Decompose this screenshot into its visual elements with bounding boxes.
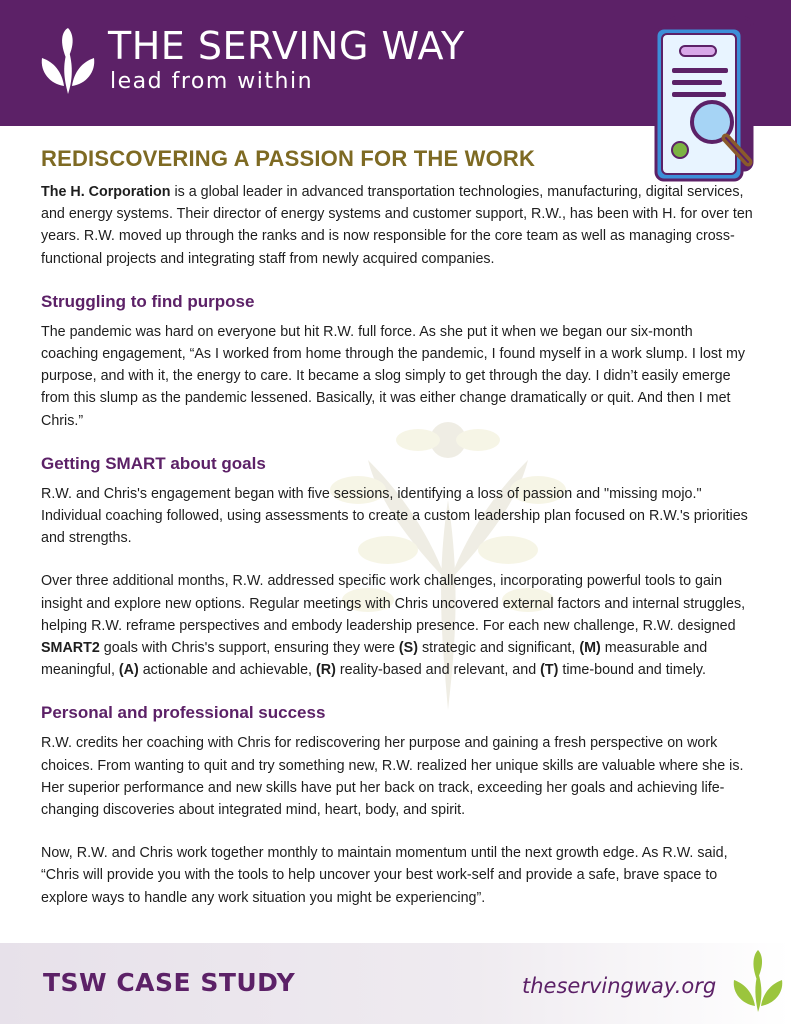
leaves-icon bbox=[730, 950, 786, 1014]
smart-paragraph-2: Over three additional months, R.W. addressed specific work challenges, incorporating powerful tools to gain insight and explore new options. Regular meetings with Chris uncovered external factors and internal struggles, helping R.W. reframe perspectives and embody leadership presence. For each new challenge, R.W. designed SMART2 goals with Chris's support, ensuring they were (S) strategic and significant, (M) measurable and meaningful, (A) actionable and achievable, (R) reality-based and relevant, and (T) time-bound and timely. bbox=[41, 573, 746, 679]
leaves-logo-icon bbox=[38, 28, 98, 96]
company-name: The H. Corporation bbox=[41, 184, 171, 200]
article-title: REDISCOVERING A PASSION FOR THE WORK bbox=[41, 146, 536, 171]
footer-band bbox=[0, 943, 791, 1024]
section-heading-struggling: Struggling to find purpose bbox=[41, 291, 255, 311]
intro-paragraph bbox=[41, 181, 753, 270]
success-paragraph-1: R.W. credits her coaching with Chris for rediscovering her purpose and gaining a fresh perspective on work choices. From wanting to quit and try something new, R.W. realized her unique skills are valuable where she is. Her superior performance and new skills have put her back on track, exceeding her goals and achieving life-changing discoveries about integrated mind, heart, body, and spirit. bbox=[41, 735, 744, 819]
brand-title: THE SERVING WAY bbox=[108, 24, 465, 68]
struggling-paragraph: The pandemic was hard on everyone but hit R.W. full force. As she put it when we began our six-month coaching engagement, “As I worked from home through the pandemic, I found myself in a work slump. I lost my purpose, and with it, the energy to care. It became a slog simply to get through the day. I didn’t easily emerge from this slump as the pandemic lessened. Basically, it was either change dramatically or quit. And then I met Chris.” bbox=[41, 323, 746, 429]
smart-paragraph-1: R.W. and Chris's engagement began with five sessions, identifying a loss of passion and "missing mojo." Individual coaching followed, using assessments to create a custom leadership plan focused on R.W.'s priorities and strengths. bbox=[41, 485, 748, 547]
footer-website-link[interactable]: theservingway.org bbox=[522, 974, 717, 998]
section-heading-success: Personal and professional success bbox=[41, 703, 326, 723]
intro-text: is a global leader in advanced transportation technologies, manufacturing, digital services, and energy systems. Their director of energy systems and customer support, R.W., has been with H. for over ten years. R.W. moved up through the ranks and is now responsible for the core team as well as managing cross-functional projects and integrating staff from newly acquired companies. bbox=[41, 184, 753, 267]
brand-tagline: lead from within bbox=[110, 69, 314, 94]
success-paragraph-2: Now, R.W. and Chris work together monthly to maintain momentum until the next growth edge. As R.W. said, “Chris will provide you with the tools to help uncover your best work-self and provide a safe, brave space to explore ways to handle any work situation you might be experiencing”. bbox=[41, 845, 728, 906]
section-heading-smart: Getting SMART about goals bbox=[41, 453, 266, 473]
footer-label: TSW CASE STUDY bbox=[43, 968, 296, 997]
article-body bbox=[41, 146, 753, 909]
